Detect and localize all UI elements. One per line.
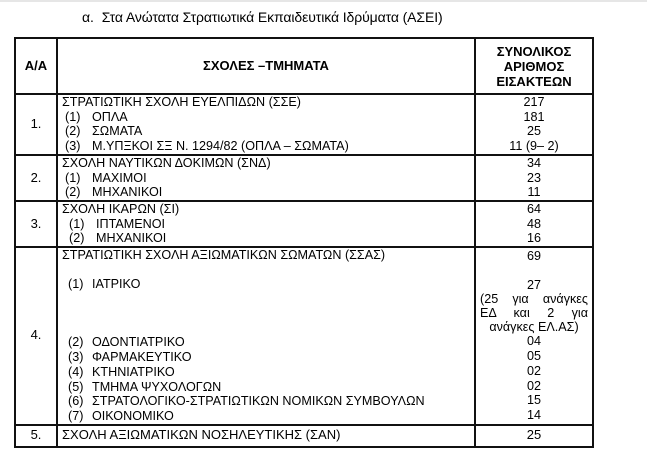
department-index: (1) [65, 109, 81, 124]
department [62, 277, 474, 292]
department-index: (2) [65, 185, 81, 200]
department [62, 185, 474, 200]
department-name: ΟΔΟΝΤΙΑΤΡΙΚΟ [92, 335, 185, 350]
department [62, 380, 474, 395]
department-value: 27 [526, 277, 541, 292]
department-name: ΟΠΛΑ [92, 109, 128, 124]
school-cell [57, 247, 475, 425]
department [62, 171, 474, 186]
department [62, 409, 474, 424]
totals-cell [475, 155, 593, 201]
department [62, 110, 474, 125]
row-number: 2. [15, 155, 57, 201]
department [62, 139, 474, 154]
table-row [15, 94, 593, 155]
header-row [15, 38, 593, 94]
department-value: 48 [526, 216, 541, 231]
department-name: ΦΑΡΜΑΚΕΥΤΙΚΟ [92, 350, 192, 365]
department-name: ΜΗΧΑΝΙΚΟΙ [96, 231, 167, 246]
school-name: ΣΧΟΛΗ ΑΞΙΩΜΑΤΙΚΩΝ ΝΟΣΗΛΕΥΤΙΚΗΣ (ΣΑΝ) [62, 427, 341, 443]
school-cell [57, 425, 475, 447]
department-index: (1) [69, 216, 85, 231]
school-total: 25 [526, 427, 542, 443]
totals-cell [475, 425, 593, 447]
school-total: 64 [526, 201, 541, 216]
department [62, 365, 474, 380]
department-name: ΙΑΤΡΙΚΟ [92, 276, 141, 291]
row-number: 1. [15, 94, 57, 155]
header-total-line1: ΣΥΝΟΛΙΚΟΣ [496, 43, 572, 59]
header-total-line3: ΕΙΣΑΚΤΕΩΝ [496, 73, 572, 89]
department-name: ΜΗΧΑΝΙΚΟΙ [92, 185, 163, 200]
department [62, 124, 474, 139]
table-row [15, 247, 593, 425]
department-name: ΤΜΗΜΑ ΨΥΧΟΛΟΓΩΝ [92, 379, 222, 394]
department-value: 23 [526, 170, 541, 185]
department-index: (3) [65, 139, 81, 154]
department-value: 05 [526, 349, 541, 364]
department-value: 15 [526, 393, 541, 408]
school-cell [57, 94, 475, 155]
department-index: (5) [68, 379, 84, 394]
row-number: 4. [15, 247, 57, 425]
school-name: ΣΤΡΑΤΙΩΤΙΚΗ ΣΧΟΛΗ ΑΞΙΩΜΑΤΙΚΩΝ ΣΩΜΑΤΩΝ (ΣΣΑΣ) [62, 248, 386, 263]
department-value: 11 (9– 2) [509, 139, 559, 154]
note-line: ΕΔ και 2 για [480, 306, 588, 321]
heading-text: Στα Ανώτατα Στρατιωτικά Εκπαιδευτικά Ιδρύματα (ΑΣΕΙ) [101, 9, 443, 25]
department [62, 350, 474, 365]
admissions-table [14, 37, 594, 448]
school-total: 217 [523, 95, 545, 109]
department-index: (1) [65, 170, 81, 185]
section-heading [82, 9, 443, 25]
top-divider [0, 0, 647, 2]
department-value: 25 [526, 124, 541, 139]
department-value: 02 [526, 363, 541, 378]
school-name: ΣΧΟΛΗ ΙΚΑΡΩΝ (ΣΙ) [62, 201, 180, 216]
row-number: 5. [15, 425, 57, 447]
heading-marker: α. [82, 9, 94, 25]
department-index: (6) [68, 394, 84, 409]
note-line: ανάγκες ΕΛ.ΑΣ) [489, 320, 579, 335]
department-name: ΟΙΚΟΝΟΜΙΚΟ [92, 408, 174, 423]
table-row [15, 425, 593, 447]
department-value: 02 [526, 378, 541, 393]
department-value: 16 [526, 231, 541, 246]
department-index: (4) [68, 364, 84, 379]
department-name: ΣΩΜΑΤΑ [92, 124, 143, 139]
department-value: 04 [526, 334, 541, 349]
school-cell [57, 201, 475, 247]
department-index: (7) [68, 408, 84, 423]
header-aa: Α/Α [15, 38, 57, 94]
header-total-line2: ΑΡΙΘΜΟΣ [503, 58, 565, 74]
department-index: (2) [69, 231, 85, 246]
department-name: Μ.ΥΠΞΚΟΙ ΣΞ Ν. 1294/82 (ΟΠΛΑ – ΣΩΜΑΤΑ) [92, 139, 349, 154]
school-cell [57, 155, 475, 201]
note-line: (25 για ανάγκες [480, 292, 588, 307]
department-name: ΙΠΤΑΜΕΝΟΙ [96, 216, 166, 231]
school-name: ΣΤΡΑΤΙΩΤΙΚΗ ΣΧΟΛΗ ΕΥΕΛΠΙΔΩΝ (ΣΣΕ) [62, 95, 301, 109]
row-number: 3. [15, 201, 57, 247]
header-schools: ΣΧΟΛΕΣ –ΤΜΗΜΑΤΑ [57, 38, 475, 94]
department-value: 14 [526, 407, 541, 422]
department [62, 231, 474, 246]
department-name: ΣΤΡΑΤΟΛΟΓΙΚΟ-ΣΤΡΑΤΙΩΤΙΚΩΝ ΝΟΜΙΚΩΝ ΣΥΜΒΟΥΛΩΝ [92, 394, 425, 409]
department-name: ΜΑΧΙΜΟΙ [92, 170, 147, 185]
table-row [15, 155, 593, 201]
department-index: (3) [68, 350, 84, 365]
header-total [475, 38, 593, 94]
department [62, 335, 474, 350]
school-total: 34 [526, 155, 541, 170]
department [62, 217, 474, 232]
department-index: (2) [68, 335, 84, 350]
table-row [15, 201, 593, 247]
department-value: 11 [527, 185, 541, 200]
department [62, 394, 474, 409]
department-value: 181 [523, 109, 545, 124]
school-total: 69 [526, 249, 541, 264]
totals-cell [475, 247, 593, 425]
department-index: (2) [65, 124, 81, 139]
department-note [476, 292, 592, 334]
department-index: (1) [68, 276, 84, 291]
totals-cell [475, 201, 593, 247]
school-name: ΣΧΟΛΗ ΝΑΥΤΙΚΩΝ ΔΟΚΙΜΩΝ (ΣΝΔ) [62, 155, 271, 170]
totals-cell [475, 94, 593, 155]
department-name: ΚΤΗΝΙΑΤΡΙΚΟ [92, 364, 175, 379]
